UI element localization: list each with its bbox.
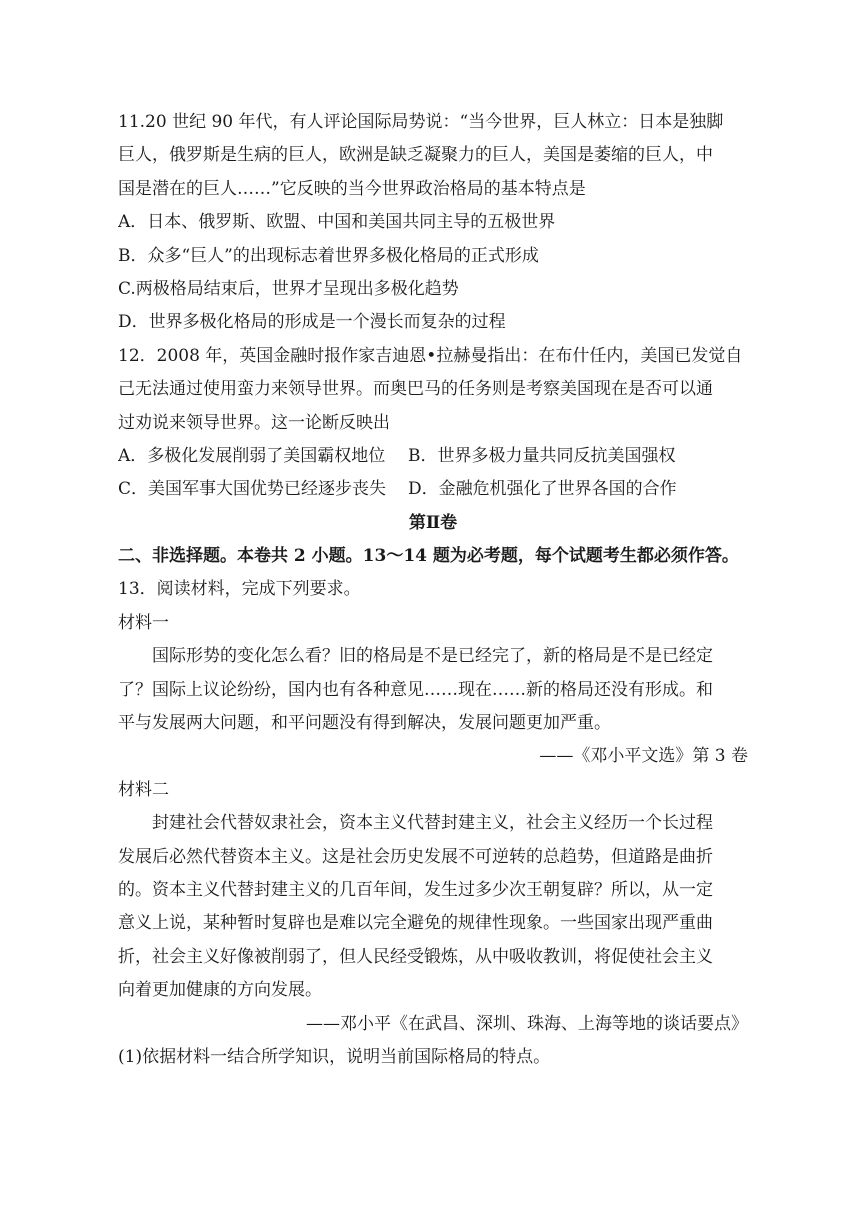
material-2-label: 材料二 [118, 779, 169, 800]
section-2-heading: 二、非选择题。本卷共 2 小题。13～14 题为必考题，每个试题考生都必须作答。 [118, 546, 739, 567]
question-12-option-d: D．金融危机强化了世界各国的合作 [408, 479, 677, 500]
question-11-option-b: B．众多“巨人”的出现标志着世界多极化格局的正式形成 [118, 245, 539, 266]
question-12-stem-line: 过劝说来领导世界。这一论断反映出 [118, 412, 390, 433]
question-11-option-c: C.两极格局结束后，世界才呈现出多极化趋势 [118, 278, 459, 299]
question-12-option-b: B．世界多极力量共同反抗美国强权 [408, 445, 676, 466]
question-11-stem-line: 国是潜在的巨人……”它反映的当今世界政治格局的基本特点是 [118, 178, 586, 199]
material-1-line: 国际形势的变化怎么看？旧的格局是不是已经完了，新的格局是不是已经定 [152, 646, 713, 667]
question-11-option-d: D．世界多极化格局的形成是一个漫长而复杂的过程 [118, 312, 506, 333]
question-11 [118, 106, 748, 340]
material-2-line: 折，社会主义好像被削弱了，但人民经受锻炼，从中吸收教训，将促使社会主义 [118, 946, 713, 967]
question-11-stem-line: 11.20 世纪 90 年代，有人评论国际局势说：“当今世界，巨人林立：日本是独脚 [118, 112, 724, 132]
question-13-stem: 13．阅读材料，完成下列要求。 [118, 579, 361, 600]
material-2-line: 向着更加健康的方向发展。 [118, 980, 322, 1001]
material-2-line: 意义上说，某种暂时复辟也是难以完全避免的规律性现象。一些国家出现严重曲 [118, 913, 713, 934]
material-2-line: 封建社会代替奴隶社会，资本主义代替封建主义，社会主义经历一个长过程 [152, 813, 713, 834]
material-1-line: 平与发展两大问题，和平问题没有得到解决，发展问题更加严重。 [118, 713, 611, 734]
section-2-title: 第Ⅱ卷 [408, 512, 458, 533]
question-11-option-a: A．日本、俄罗斯、欧盟、中国和美国共同主导的五极世界 [118, 212, 556, 233]
question-12-options-row-2 [118, 473, 748, 506]
material-2-source: ——邓小平《在武昌、深圳、珠海、上海等地的谈话要点》 [306, 1013, 748, 1034]
question-12-options-row-1 [118, 440, 748, 473]
question-12-option-a: A．多极化发展削弱了美国霸权地位 [118, 445, 386, 466]
question-12-stem-line: 12．2008 年，英国金融时报作家吉迪恩•拉赫曼指出：在布什任内，美国已发觉自 [118, 345, 743, 366]
material-2-line: 的。资本主义代替封建主义的几百年间，发生过多少次王朝复辟？所以，从一定 [118, 879, 713, 900]
document-page [118, 106, 748, 1074]
material-1-line: 了？国际上议论纷纷，国内也有各种意见……现在……新的格局还没有形成。和 [118, 679, 713, 700]
material-1-label: 材料一 [118, 612, 169, 633]
question-11-stem-line: 巨人，俄罗斯是生病的巨人，欧洲是缺乏凝聚力的巨人，美国是萎缩的巨人，中 [118, 145, 713, 166]
question-12-option-c: C．美国军事大国优势已经逐步丧失 [118, 479, 387, 500]
question-13 [118, 573, 748, 1074]
question-12 [118, 340, 748, 507]
material-2-line: 发展后必然代替资本主义。这是社会历史发展不可逆转的总趋势，但道路是曲折 [118, 846, 713, 867]
material-1-source: ——《邓小平文选》第 3 卷 [539, 746, 748, 767]
question-12-stem-line: 己无法通过使用蛮力来领导世界。而奥巴马的任务则是考察美国现在是否可以通 [118, 379, 713, 400]
question-13-sub-1: (1)依据材料一结合所学知识，说明当前国际格局的特点。 [118, 1046, 551, 1067]
